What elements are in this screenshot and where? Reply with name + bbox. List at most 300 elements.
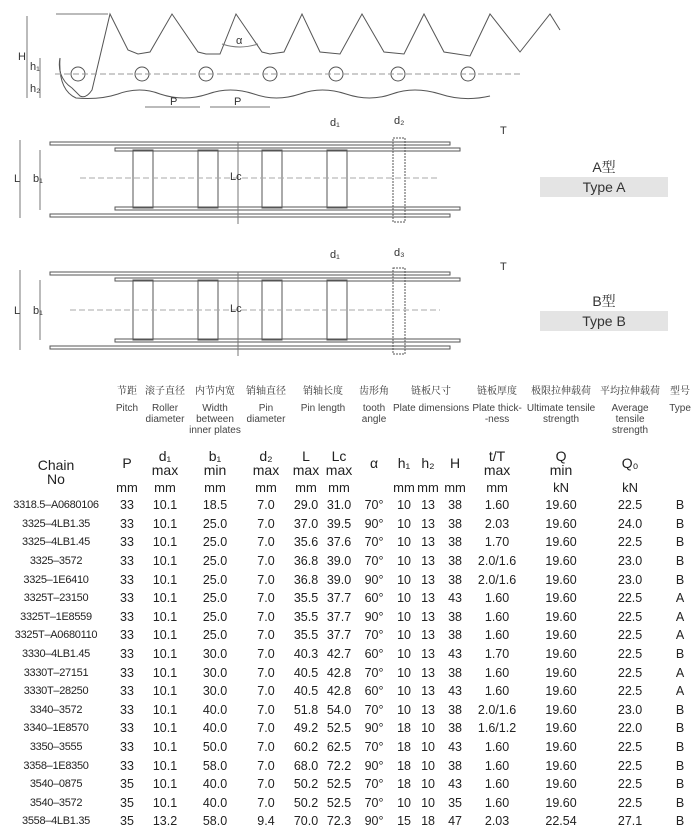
label-d2-a: d₂ (394, 115, 405, 127)
label-L-b: L (14, 305, 21, 317)
table-cell: 7.0 (257, 609, 275, 624)
table-cell: 35.5 (293, 628, 319, 643)
table-cell: 19.60 (545, 609, 577, 624)
table-cell: 1.60 (484, 758, 510, 773)
header-caption (290, 386, 356, 448)
table-cell: 10.1 (152, 702, 178, 717)
table-cell: 19.60 (545, 758, 577, 773)
header-symbol-text: b₁ (208, 448, 222, 464)
table-cell: 7.0 (257, 628, 275, 643)
header-symbol (142, 448, 188, 478)
chain-no-header: Chain No (37, 457, 75, 487)
table-cell: 25.0 (202, 609, 228, 624)
table-cell: 22.5 (617, 647, 643, 662)
header-symbol (356, 448, 392, 478)
header-symbol-text: h₁ (397, 455, 411, 471)
table-cell: 10.1 (152, 721, 178, 736)
header-caption-en: Width between inner plates (189, 403, 241, 436)
header-caption (524, 386, 598, 448)
table-cell: 13 (421, 554, 435, 569)
table-row (0, 682, 698, 701)
header-caption-cn: 滚子直径 (145, 386, 185, 397)
table-cell: 1.60 (484, 740, 510, 755)
table-cell: 10 (397, 535, 411, 550)
chain-spec-table (0, 386, 698, 831)
table-cell: 18 (421, 814, 435, 829)
table-cell: 19.60 (545, 665, 577, 680)
table-cell: 22.5 (617, 665, 643, 680)
label-b1-a: b₁ (33, 173, 43, 185)
header-unit: mm (393, 479, 415, 495)
chain-no-cell: 3358–1E8350 (23, 759, 89, 772)
table-cell: B (675, 814, 685, 829)
table-cell: 90° (364, 814, 384, 829)
header-symbol-text: t/T (488, 448, 506, 464)
table-cell: 49.2 (293, 721, 319, 736)
table-cell: 10 (397, 628, 411, 643)
header-symbol-text: Q₀ (621, 455, 639, 471)
table-row (0, 663, 698, 682)
header-symbol (322, 448, 356, 478)
table-cell: 30.0 (202, 647, 228, 662)
header-caption-en: Pitch (115, 403, 139, 414)
table-cell: 24.0 (617, 516, 643, 531)
chain-no-cell: 3325T–23150 (23, 592, 89, 605)
header-caption (662, 386, 698, 448)
table-cell: 68.0 (293, 758, 319, 773)
table-cell: 58.0 (202, 758, 228, 773)
header-unit: kN (553, 479, 569, 495)
chain-no-cell: 3325–4LB1.45 (22, 536, 90, 549)
table-cell: 38 (448, 554, 462, 569)
table-cell: 10 (397, 795, 411, 810)
table-cell: 43 (448, 777, 462, 792)
table-cell: 70° (364, 498, 384, 513)
table-cell: 13 (421, 665, 435, 680)
table-cell: B (675, 498, 685, 513)
table-cell: 72.2 (326, 758, 352, 773)
header-symbol-text: Lc (331, 448, 347, 464)
table-cell: 52.5 (326, 721, 352, 736)
table-cell: 19.60 (545, 777, 577, 792)
table-cell: 1.60 (484, 498, 510, 513)
type-b-en: Type B (540, 311, 668, 331)
header-caption-row (0, 386, 698, 448)
table-cell: 19.60 (545, 647, 577, 662)
table-cell: 7.0 (257, 795, 275, 810)
header-caption (142, 386, 188, 448)
header-caption (598, 386, 662, 448)
table-cell: 1.70 (484, 535, 510, 550)
table-cell: A (675, 684, 685, 699)
header-symbol (416, 448, 440, 478)
table-cell: 40.0 (202, 721, 228, 736)
header-unit: mm (255, 479, 277, 495)
table-cell: 23.0 (617, 702, 643, 717)
table-cell: 19.60 (545, 795, 577, 810)
table-cell: 42.7 (326, 647, 352, 662)
header-caption-cn: 内节内宽 (195, 386, 235, 397)
table-cell: 19.60 (545, 498, 577, 513)
table-cell: 1.60 (484, 777, 510, 792)
table-cell: 10 (397, 647, 411, 662)
table-cell: 10.1 (152, 740, 178, 755)
table-cell: 38 (448, 572, 462, 587)
header-caption-cn: 节距 (117, 386, 137, 397)
table-cell: A (675, 609, 685, 624)
table-cell: 40.0 (202, 795, 228, 810)
table-cell: 27.1 (617, 814, 643, 829)
table-cell: 62.5 (326, 740, 352, 755)
table-cell: 72.3 (326, 814, 352, 829)
table-cell: 43 (448, 684, 462, 699)
table-cell: 47 (448, 814, 462, 829)
table-cell: 10 (397, 554, 411, 569)
table-row (0, 738, 698, 757)
table-cell: 18.5 (202, 498, 228, 513)
table-cell: B (675, 554, 685, 569)
header-symbol (392, 448, 416, 478)
table-cell: 58.0 (202, 814, 228, 829)
table-cell: 1.60 (484, 628, 510, 643)
table-row (0, 794, 698, 813)
table-cell: 7.0 (257, 702, 275, 717)
table-cell: 18 (397, 721, 411, 736)
table-cell: 35.5 (293, 591, 319, 606)
table-cell: A (675, 665, 685, 680)
header-caption-en: Plate dimensions (392, 403, 470, 414)
table-cell: 60° (364, 591, 384, 606)
table-cell: 2.0/1.6 (477, 702, 517, 717)
table-cell: 10.1 (152, 516, 178, 531)
table-cell: 7.0 (257, 777, 275, 792)
chain-no-cell: 3318.5–A0680106 (13, 499, 99, 512)
table-cell: 10.1 (152, 498, 178, 513)
table-cell: 70° (364, 665, 384, 680)
table-cell: 1.70 (484, 647, 510, 662)
table-cell: 35 (448, 795, 462, 810)
table-cell: 2.03 (484, 814, 510, 829)
header-unit: mm (204, 479, 226, 495)
table-cell: 19.60 (545, 535, 577, 550)
table-cell: 10.1 (152, 591, 178, 606)
table-cell: 38 (448, 609, 462, 624)
header-caption (242, 386, 290, 448)
table-cell: 29.0 (293, 498, 319, 513)
table-cell: 7.0 (257, 684, 275, 699)
header-caption-en: tooth angle (361, 403, 387, 425)
table-cell: 10.1 (152, 535, 178, 550)
header-symbol-text: P (122, 455, 132, 471)
table-cell: 50.2 (293, 777, 319, 792)
label-pitch-2: P (234, 96, 242, 108)
label-Lc-b: Lc (230, 303, 242, 315)
header-caption-en: Average tensile strength (611, 403, 649, 436)
table-cell: 33 (120, 702, 134, 717)
table-cell: 22.5 (617, 591, 643, 606)
header-symbol-text: d₁ (158, 448, 172, 464)
table-cell: 70° (364, 628, 384, 643)
type-b-label (540, 292, 668, 331)
chain-no-cell: 3325T–1E8559 (20, 610, 92, 623)
table-cell: 7.0 (257, 758, 275, 773)
table-cell: 10 (397, 516, 411, 531)
label-d2-b: d₃ (394, 247, 405, 259)
table-cell: B (675, 572, 685, 587)
table-cell: 39.0 (326, 554, 352, 569)
table-cell: 10 (397, 572, 411, 587)
header-unit: mm (116, 479, 138, 495)
chain-no-cell: 3325T–A0680110 (14, 629, 98, 642)
header-symbol-text: H (449, 455, 461, 471)
header-caption-en: Pin diameter (246, 403, 286, 425)
table-cell: 33 (120, 628, 134, 643)
chain-no-cell: 3540–3572 (29, 796, 83, 809)
table-cell: 90° (364, 758, 384, 773)
table-cell: 13 (421, 628, 435, 643)
table-cell: 10 (397, 609, 411, 624)
chain-no-cell: 3330–4LB1.45 (22, 648, 90, 661)
top-view-drawing (27, 14, 560, 107)
chain-no-cell: 3325–1E6410 (23, 573, 89, 586)
label-T-b: T (500, 261, 507, 273)
table-cell: 13.2 (152, 814, 178, 829)
table-cell: 1.60 (484, 684, 510, 699)
table-cell: B (675, 795, 685, 810)
table-cell: 19.60 (545, 721, 577, 736)
header-caption-cn: 销轴直径 (246, 386, 286, 397)
table-row (0, 701, 698, 720)
header-caption-en: Pin length (300, 403, 346, 414)
table-cell: 10.1 (152, 795, 178, 810)
table-cell: 18 (397, 740, 411, 755)
table-cell: 10 (397, 591, 411, 606)
table-cell: 13 (421, 684, 435, 699)
table-cell: 90° (364, 609, 384, 624)
table-cell: 22.5 (617, 795, 643, 810)
header-caption-en: Roller diameter (145, 403, 185, 425)
table-cell: 7.0 (257, 721, 275, 736)
table-cell: 23.0 (617, 554, 643, 569)
table-cell: 22.5 (617, 758, 643, 773)
table-cell: 42.8 (326, 665, 352, 680)
header-symbol-text: α (369, 455, 379, 471)
table-cell: 7.0 (257, 591, 275, 606)
table-cell: 40.0 (202, 777, 228, 792)
table-cell: 10 (397, 702, 411, 717)
table-cell: 25.0 (202, 572, 228, 587)
table-cell: 7.0 (257, 498, 275, 513)
table-cell: 35.6 (293, 535, 319, 550)
header-caption (112, 386, 142, 448)
table-cell: 25.0 (202, 628, 228, 643)
header-symbol-sub: max (483, 462, 511, 478)
table-cell: 1.60 (484, 609, 510, 624)
label-d1-b: d₁ (330, 249, 340, 261)
table-cell: 7.0 (257, 516, 275, 531)
table-cell: 7.0 (257, 647, 275, 662)
table-cell: 25.0 (202, 591, 228, 606)
table-cell: B (675, 777, 685, 792)
table-cell: 33 (120, 591, 134, 606)
table-cell: A (675, 591, 685, 606)
label-h2: h₂ (30, 83, 41, 95)
header-unit: mm (295, 479, 317, 495)
header-symbol (662, 448, 698, 478)
chain-no-cell: 3540–0875 (29, 778, 83, 791)
table-cell: 13 (421, 516, 435, 531)
header-caption-cn: 链板厚度 (477, 386, 518, 397)
table-cell: 10 (421, 740, 435, 755)
table-cell: 38 (448, 498, 462, 513)
table-cell: 13 (421, 572, 435, 587)
table-row (0, 756, 698, 775)
table-row (0, 552, 698, 571)
label-Lc-a: Lc (230, 171, 242, 183)
table-cell: 10 (421, 758, 435, 773)
table-cell: 35 (120, 777, 134, 792)
table-cell: 70.0 (293, 814, 319, 829)
table-cell: 54.0 (326, 702, 352, 717)
header-symbol (440, 448, 470, 478)
table-cell: 33 (120, 647, 134, 662)
table-cell: 33 (120, 572, 134, 587)
type-b-cn: B型 (592, 293, 616, 309)
header-symbol-sub: max (325, 462, 353, 478)
table-cell: 40.5 (293, 665, 319, 680)
header-unit: mm (417, 479, 439, 495)
table-row (0, 496, 698, 515)
label-d1-a: d₁ (330, 117, 340, 129)
table-cell: B (675, 721, 685, 736)
table-cell: 40.5 (293, 684, 319, 699)
header-symbol (188, 448, 242, 478)
table-cell: 25.0 (202, 535, 228, 550)
table-cell: 35 (120, 814, 134, 829)
table-cell: 10.1 (152, 665, 178, 680)
header-unit: kN (622, 479, 638, 495)
header-symbol (470, 448, 524, 478)
table-cell: A (675, 628, 685, 643)
chain-no-cell: 3340–1E8570 (23, 722, 89, 735)
table-cell: 19.60 (545, 516, 577, 531)
table-cell: 13 (421, 702, 435, 717)
table-cell: 22.5 (617, 740, 643, 755)
table-cell: 70° (364, 777, 384, 792)
table-cell: 37.7 (326, 609, 352, 624)
header-caption-en: Ultimate tensile strength (526, 403, 596, 425)
label-b1-b: b₁ (33, 305, 43, 317)
table-cell: 39.5 (326, 516, 352, 531)
table-row (0, 515, 698, 534)
header-symbol-text: h₂ (421, 455, 435, 471)
table-cell: 33 (120, 758, 134, 773)
table-cell: 33 (120, 740, 134, 755)
header-caption (188, 386, 242, 448)
chain-no-cell: 3325–3572 (29, 555, 83, 568)
table-cell: 10.1 (152, 554, 178, 569)
table-cell: 1.60 (484, 795, 510, 810)
table-cell: 10 (397, 684, 411, 699)
table-row (0, 812, 698, 831)
table-cell: 37.6 (326, 535, 352, 550)
table-cell: 70° (364, 554, 384, 569)
table-cell: 1.60 (484, 591, 510, 606)
header-symbol-sub: max (252, 462, 280, 478)
table-cell: B (675, 647, 685, 662)
header-symbol (598, 448, 662, 478)
table-cell: 33 (120, 665, 134, 680)
sprocket-tooth-profile (59, 14, 560, 97)
table-row (0, 719, 698, 738)
table-row (0, 570, 698, 589)
table-cell: 39.0 (326, 572, 352, 587)
table-cell: 33 (120, 684, 134, 699)
header-symbol-row (0, 448, 698, 478)
table-cell: 38 (448, 665, 462, 680)
table-cell: 1.6/1.2 (477, 721, 517, 736)
table-cell: 19.60 (545, 628, 577, 643)
table-cell: 22.5 (617, 498, 643, 513)
label-alpha: α (236, 35, 243, 47)
header-symbol-sub: max (292, 462, 320, 478)
table-cell: 10 (421, 777, 435, 792)
table-row (0, 533, 698, 552)
header-unit: mm (154, 479, 176, 495)
label-pitch-1: P (170, 96, 178, 108)
table-cell: 10.1 (152, 628, 178, 643)
table-row (0, 626, 698, 645)
header-caption (356, 386, 392, 448)
label-L-a: L (14, 173, 21, 185)
type-a-en: Type A (540, 177, 668, 197)
table-cell: 10.1 (152, 647, 178, 662)
table-cell: 33 (120, 516, 134, 531)
header-caption (470, 386, 524, 448)
table-cell: B (675, 740, 685, 755)
table-cell: B (675, 702, 685, 717)
header-unit (356, 478, 392, 496)
table-cell: 40.0 (202, 702, 228, 717)
header-symbol (112, 448, 142, 478)
table-cell: 10 (421, 795, 435, 810)
table-row (0, 589, 698, 608)
header-unit (662, 478, 698, 496)
table-cell: 2.0/1.6 (477, 554, 517, 569)
table-cell: 60° (364, 684, 384, 699)
table-cell: 18 (397, 777, 411, 792)
table-cell: 90° (364, 516, 384, 531)
table-cell: 10 (397, 498, 411, 513)
table-cell: B (675, 516, 685, 531)
table-cell: B (675, 535, 685, 550)
table-cell: 33 (120, 554, 134, 569)
table-cell: 52.5 (326, 777, 352, 792)
table-cell: 7.0 (257, 740, 275, 755)
table-cell: 38 (448, 758, 462, 773)
table-cell: 7.0 (257, 554, 275, 569)
table-cell: 22.5 (617, 684, 643, 699)
table-cell: 15 (397, 814, 411, 829)
table-cell: 13 (421, 609, 435, 624)
header-symbol-text: Q (555, 448, 567, 464)
table-cell: 90° (364, 572, 384, 587)
table-cell: 33 (120, 609, 134, 624)
table-cell: B (675, 758, 685, 773)
table-cell: 36.8 (293, 572, 319, 587)
table-cell: 19.60 (545, 591, 577, 606)
header-caption-cn: 极限拉伸载荷 (531, 386, 592, 397)
